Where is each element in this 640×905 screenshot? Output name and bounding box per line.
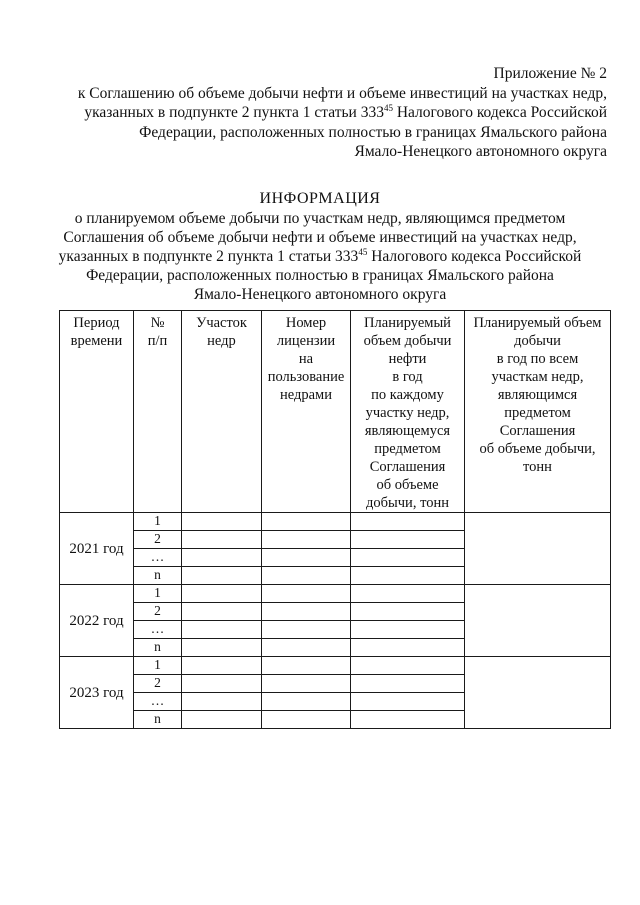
row-number-cell: 1 (134, 513, 182, 531)
document-subtitle (0, 209, 640, 304)
area-cell (182, 711, 262, 729)
header-text-line: недрами (279, 387, 332, 403)
header-text-line: об объеме (376, 477, 439, 493)
row-number-cell: n (134, 567, 182, 585)
subtitle-superscript: 45 (358, 247, 368, 257)
header-text-line: предметом (504, 405, 571, 421)
license-cell (262, 585, 351, 603)
header-text-line: Соглашения (499, 423, 576, 439)
header-text-line: недр (207, 333, 236, 349)
planned-per-area-cell (351, 639, 465, 657)
planned-per-area-cell (351, 675, 465, 693)
header-area (182, 311, 262, 513)
license-cell (262, 711, 351, 729)
planned-total-cell (465, 657, 611, 729)
table-row (60, 657, 611, 675)
header-text-line: № (150, 315, 165, 331)
row-number-cell: 2 (134, 531, 182, 549)
header-planned-per-area (351, 311, 465, 513)
header-text-line: Планируемый объем (473, 315, 602, 331)
planned-per-area-cell (351, 621, 465, 639)
header-text-line: пользование (267, 369, 345, 385)
area-cell (182, 531, 262, 549)
license-cell (262, 657, 351, 675)
period-cell: 2023 год (60, 657, 134, 729)
area-cell (182, 621, 262, 639)
planned-per-area-cell (351, 603, 465, 621)
subtitle-line-4: Федерации, расположенных полностью в границах Ямальского района (86, 267, 554, 284)
table-header-row (60, 311, 611, 513)
header-license (262, 311, 351, 513)
header-text-line: являющемуся (364, 423, 451, 439)
area-cell (182, 603, 262, 621)
header-text-line: добычи (514, 333, 561, 349)
header-text-line: в год по всем (496, 351, 579, 367)
header-text-line: в год (392, 369, 423, 385)
header-text-line: тонн (523, 459, 552, 475)
planned-per-area-cell (351, 531, 465, 549)
header-text-line: нефти (388, 351, 427, 367)
row-number-cell: 1 (134, 657, 182, 675)
header-text-line: добычи, тонн (366, 495, 449, 511)
header-period (60, 311, 134, 513)
license-cell (262, 693, 351, 711)
area-cell (182, 549, 262, 567)
document-title: ИНФОРМАЦИЯ (259, 190, 381, 207)
header-number (134, 311, 182, 513)
header-text-line: Период (73, 315, 120, 331)
appendix-line-1: к Соглашению об объеме добычи нефти и объеме инвестиций на участках недр, (77, 84, 607, 102)
subtitle-line-3: указанных в подпункте 2 пункта 1 статьи $333^{45}$ Налогового кодекса Российской (58, 247, 582, 265)
header-planned-total (465, 311, 611, 513)
subtitle-line-2: Соглашения об объеме добычи нефти и объеме инвестиций на участках недр, (63, 229, 577, 246)
planned-total-cell (465, 513, 611, 585)
license-cell (262, 675, 351, 693)
header-text-line: объем добычи (363, 333, 452, 349)
area-cell (182, 567, 262, 585)
header-text-line: по каждому (371, 387, 444, 403)
planned-per-area-cell (351, 711, 465, 729)
row-number-cell: n (134, 711, 182, 729)
table-row (60, 585, 611, 603)
row-number-cell: … (134, 693, 182, 711)
header-text-line: времени (70, 333, 123, 349)
header-text-line: об объеме добычи, (479, 441, 596, 457)
header-text-line: на (298, 351, 314, 367)
appendix-line-3: Федерации, расположенных полностью в границах Ямальского района (139, 123, 607, 141)
header-text-line: п/п (147, 333, 168, 349)
header-text-line: предметом (374, 441, 441, 457)
table-row (60, 513, 611, 531)
appendix-number: Приложение № 2 (493, 65, 607, 82)
period-cell: 2021 год (60, 513, 134, 585)
area-cell (182, 657, 262, 675)
planned-per-area-cell (351, 513, 465, 531)
header-text-line: Планируемый (364, 315, 451, 331)
license-cell (262, 603, 351, 621)
license-cell (262, 513, 351, 531)
license-cell (262, 621, 351, 639)
row-number-cell: 1 (134, 585, 182, 603)
area-cell (182, 675, 262, 693)
planned-total-cell (465, 585, 611, 657)
header-text-line: лицензии (276, 333, 336, 349)
subtitle-line-5: Ямало-Ненецкого автономного округа (193, 286, 447, 303)
header-text-line: участку недр, (365, 405, 450, 421)
planned-per-area-cell (351, 585, 465, 603)
row-number-cell: … (134, 549, 182, 567)
area-cell (182, 639, 262, 657)
article-superscript: 45 (383, 103, 393, 113)
row-number-cell: … (134, 621, 182, 639)
header-text-line: Участок (196, 315, 247, 331)
license-cell (262, 549, 351, 567)
row-number-cell: 2 (134, 603, 182, 621)
area-cell (182, 693, 262, 711)
appendix-line-2: указанных в подпункте 2 пункта 1 статьи $333^{45}$ Налогового кодекса Российской (84, 103, 607, 121)
header-text-line: Соглашения (369, 459, 446, 475)
header-text-line: участкам недр, (491, 369, 584, 385)
header-text-line: являющимся (497, 387, 578, 403)
area-cell (182, 585, 262, 603)
row-number-cell: 2 (134, 675, 182, 693)
license-cell (262, 531, 351, 549)
license-cell (262, 639, 351, 657)
production-table (59, 310, 611, 729)
license-cell (262, 567, 351, 585)
planned-per-area-cell (351, 657, 465, 675)
appendix-line-4: Ямало-Ненецкого автономного округа (354, 143, 607, 160)
area-cell (182, 513, 262, 531)
header-text-line: Номер (285, 315, 327, 331)
period-cell: 2022 год (60, 585, 134, 657)
row-number-cell: n (134, 639, 182, 657)
planned-per-area-cell (351, 567, 465, 585)
planned-per-area-cell (351, 693, 465, 711)
subtitle-line-1: о планируемом объеме добычи по участкам недр, являющимся предметом (74, 210, 566, 227)
planned-per-area-cell (351, 549, 465, 567)
appendix-header (47, 64, 607, 162)
